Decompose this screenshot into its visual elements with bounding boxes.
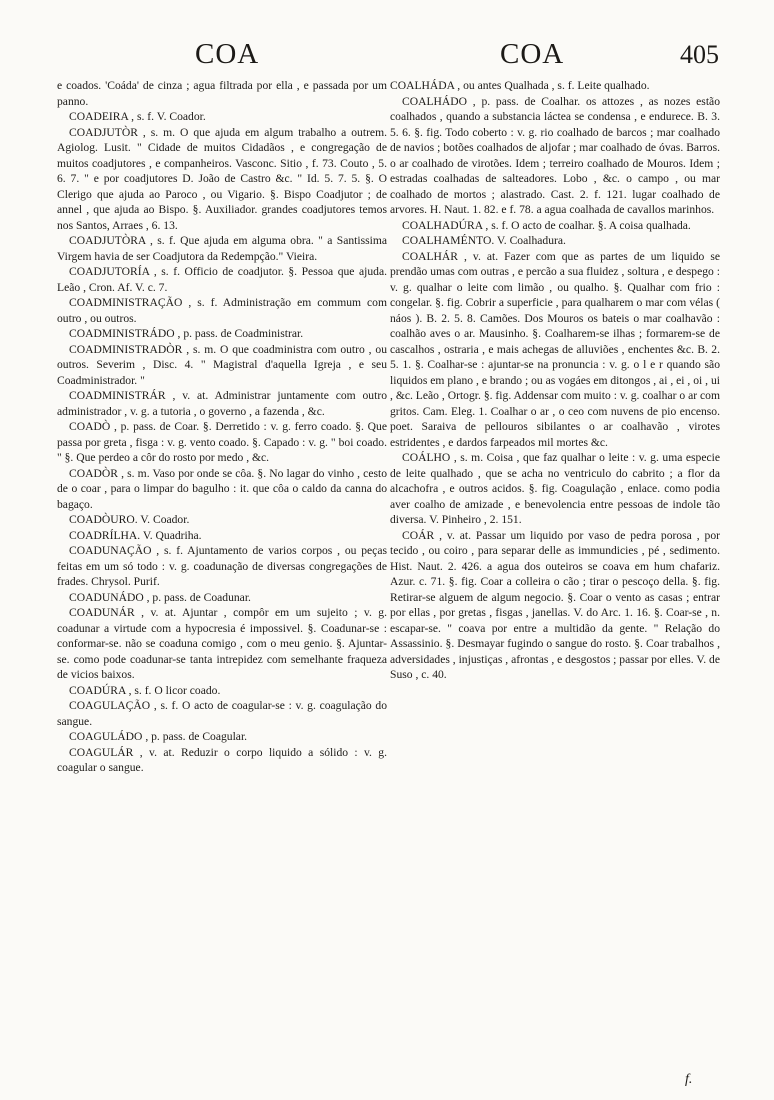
dictionary-entry: COAGULÁDO , p. pass. de Coagular. — [69, 730, 248, 743]
running-head-left: COA — [195, 38, 260, 70]
dictionary-entry: COADRÍLHA. V. Quadriha. — [69, 528, 202, 542]
dictionary-entry: COADUNÁR , v. at. Ajuntar , compôr em um sujeito ; v. g. coadunar a virtude com a hypocresia é impossivel. §. Coadunar-se : conformar-se. não se coaduna comigo , com o meu genio. §. Ajuntar-se. como pode coadunar-se tanta intrepidez com semelhante fraqueza de vicios baixos. — [57, 606, 387, 681]
right-column — [390, 78, 720, 683]
dictionary-entry: COADMINISTRÁR , v. at. Administrar juntamente com outro administrador , v. g. a tutoria , o governo , a fazenda , &c. — [57, 389, 387, 418]
dictionary-entry: COALHADÚRA , s. f. O acto de coalhar. §. A coisa qualhada. — [402, 218, 691, 232]
catchword: f. — [685, 1072, 693, 1087]
dictionary-entry: COADJUTÒRA , s. f. Que ajuda em alguma obra. " a Santissima Virgem havia de ser Coadjutora da Redempção." Vieira. — [57, 234, 387, 263]
dictionary-entry: COALHÁDO , p. pass. de Coalhar. os attozes , as nozes estão coalhados , quando a substancia láctea se condensa , e endurece. B. 3. 5. 6. §. fig. Todo coberto : v. g. rio coalhado de barcos ; mar coalhado de navios ; botões coalhados de aljofar ; mar coalhado de óvas. Barros. o ar coalhado de virotões. Idem ; terreiro coalhado de Mouros. Idem ; estradas coalhadas de salteadores. Lobo , &c. o campo , ou mar coalhado de mortos ; alastrado. Cast. 2. f. 121. lugar coalhado de arvores. H. Naut. 1. 82. e f. 78. a agua coalhada de cavallos marinhos. — [390, 94, 720, 216]
dictionary-entry: COÁLHO , s. m. Coisa , que faz qualhar o leite : v. g. uma especie de leite qualhado , que se acha no ventriculo do cabrito ; a flor da alcachofra , e outros acidos. §. fig. Coagulação , enlace. como podia aver coalho de amizade , e benevolencia entre pessoas de indole tão diversa. V. Pinheiro , 2. 151. — [390, 451, 720, 526]
dictionary-entry: COADJUTÒR , s. m. O que ajuda em algum trabalho a outrem. Agiolog. Lusit. " Cidade de muitos Cidadãos , e congregação de muitos coadjutores , e companheiros. Vasconc. Sitio , f. 73. Couto , 5. 6. 7. " e por coadjutores D. João de Castro &c. " Id. 5. 7. 5. §. O Clerigo que ajuda ao Paroco , ou Vigario. §. Bispo Coadjutor ; de annel , que ajuda ao Bispo. §. Auxiliador. grandes coadjutores temos nos Santos, Arraes , 6. 13. — [57, 125, 387, 232]
dictionary-entry: COADMINISTRÁDO , p. pass. de Coadministrar. — [69, 327, 304, 340]
running-head-right: COA — [500, 38, 565, 70]
dictionary-entry: COADÒR , s. m. Vaso por onde se côa. §. No lagar do vinho , cesto de o coar , para o limpar do bagulho : it. que côa o caldo da canna do bagaço. — [57, 466, 387, 511]
dictionary-entry: COADMINISTRADÒR , s. m. O que coadministra com outro , ou outros. Severim , Disc. 4. " Magistral d'aquella Igreja , e seu Coadministrador. " — [57, 342, 387, 387]
dictionary-entry: COADJUTORÍA , s. f. Officio de coadjutor. §. Pessoa que ajuda. Leão , Cron. Af. V. c. 7. — [57, 265, 387, 294]
dictionary-entry: COADMINISTRAÇÃO , s. f. Administração em commum com outro , ou outros. — [57, 296, 387, 325]
left-column — [57, 78, 387, 776]
dictionary-entry: COALHÁR , v. at. Fazer com que as partes de um liquido se prendão umas com outras , e percão a sua fluidez , soltura , e despego : v. g. qualhar o leite com limão , ou qualho. §. Qualhar com frio : congelar. §. fig. Cobrir a superficie , para qualharem o mar com vélas ( náos ). B. 2. 5. 8. Camões. Dos Mouros os bateis o mar coalhavão : coalhão aves o ar. Mausinho. §. Coalharem-se ilhas ; formarem-se de cascalhos , ostraria , e mais achegas de alluviões , enchentes &c. B. 2. 5. 1. §. Coalhar-se : ajuntar-se na pronuncia : v. g. o l e r quando são liquidos em plano , e brando ; ou as vogáes em ditongos , ai , ei , oi , ui , &c. Leão , Ortogr. §. fig. Addensar com muito : v. g. coalhar o ar com gritos. Cam. Eleg. 1. Coalhar o ar , o ceo com nuvens de pio encenso. poet. Saraiva de pellouros sibilantes o ar coalhavão , virotes estridentes , e dardos farpeados mil mortes &c. — [390, 249, 720, 449]
page-number: 405 — [680, 40, 719, 69]
dictionary-entry: COÁR , v. at. Passar um liquido por vaso de pedra porosa , por tecido , ou coiro , para separar delle as immundicies , pé , sedimento. Hist. Naut. 2. 426. a agua dos outeiros se coava em hum chafariz. Azur. c. 71. §. fig. Coar a colleira o cão ; tirar o pescoço della. §. fig. Retirar-se alguem de algum negocio. §. Coar o vento as casas ; entrar por ellas , por gretas , fisgas , janellas. V. do Arc. 1. 16. §. Coar-se , n. escapar-se. " coava por entre a multidão da gente. " Relação do Assassinio. §. Desmayar fugindo o sangue do rosto. §. Coar trabalhos , adversidades , injustiças , afrontas , e desgostos ; passar por elles. V. de Suso , c. 40. — [390, 528, 720, 681]
dictionary-entry: COAGULÁR , v. at. Reduzir o corpo liquido a sólido : v. g. coagular o sangue. — [57, 745, 387, 774]
dictionary-entry: COADEIRA , s. f. V. Coador. — [69, 110, 206, 123]
dictionary-entry: e coados. 'Coáda' de cinza ; agua filtrada por ella , e passada por um panno. — [57, 79, 387, 108]
dictionary-entry: COALHAMÉNTO. V. Coalhadura. — [402, 234, 566, 247]
dictionary-entry: COADÒURO. V. Coador. — [69, 513, 190, 526]
dictionary-entry: COALHÁDA , ou antes Qualhada , s. f. Leite qualhado. — [390, 79, 650, 92]
dictionary-entry: COADÒ , p. pass. de Coar. §. Derretido : v. g. ferro coado. §. Que passa por greta , fisga : v. g. vento coado. §. Capado : v. g. " boi coado. " §. Que perdeo a côr do rosto por medo , &c. — [57, 420, 387, 464]
dictionary-entry: COADÚRA , s. f. O licor coado. — [69, 683, 221, 697]
dictionary-entry: COADUNÁDO , p. pass. de Coadunar. — [69, 590, 251, 604]
dictionary-entry: COAGULAÇÃO , s. f. O acto de coagular-se : v. g. coagulação do sangue. — [57, 699, 387, 728]
dictionary-entry: COADUNAÇÃO , s. f. Ajuntamento de varios corpos , ou peças feitas em um só todo : v. g. coadunação de diversas congregações de frades. Chrysol. Purif. — [57, 544, 387, 588]
